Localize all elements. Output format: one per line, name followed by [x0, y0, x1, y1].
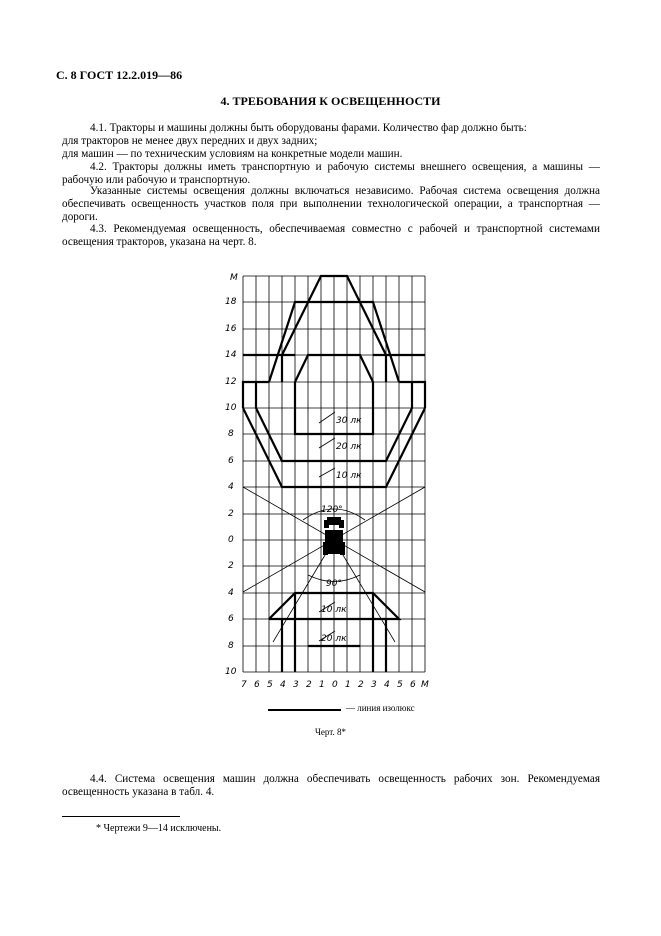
illumination-diagram — [215, 262, 445, 694]
x-tick: 6 — [254, 680, 260, 690]
isolux-label-30: 30 лк — [336, 416, 362, 426]
y-tick: 10 — [225, 667, 237, 677]
front-angle-label: 120° — [321, 505, 343, 515]
section-title: 4. ТРЕБОВАНИЯ К ОСВЕЩЕННОСТИ — [220, 94, 441, 108]
y-tick: 8 — [228, 429, 234, 439]
y-tick: 6 — [228, 456, 234, 466]
x-tick: 3 — [293, 680, 299, 690]
footnote: * Чертежи 9—14 исключены. — [96, 823, 222, 834]
paragraph-4-2: 4.2. Тракторы должны иметь транспортную и рабочую системы внешнего освещения, а машины — рабочую или рабочую и транспортную. — [62, 161, 600, 186]
isolux-label-rear-20: 20 лк — [321, 634, 347, 644]
x-tick: 0 — [332, 680, 338, 690]
y-axis-unit: М — [230, 273, 238, 283]
x-tick: 1 — [345, 680, 351, 690]
x-tick: 4 — [384, 680, 390, 690]
y-tick: 2 — [228, 509, 234, 519]
y-tick: 16 — [225, 324, 237, 334]
isolux-label-20: 20 лк — [336, 442, 362, 452]
paragraph-4-1: 4.1. Тракторы и машины должны быть оборудованы фарами. Количество фар должно быть: — [90, 122, 527, 134]
x-tick: 6 — [410, 680, 416, 690]
tractor-icon — [323, 517, 345, 555]
paragraph-4-2-systems: Указанные системы освещения должны включаться независимо. Рабочая система освещения должна обеспечивать освещенность участков поля при выполнении технологической операции, а транспортная — дороги. — [62, 185, 600, 223]
x-tick: 5 — [397, 680, 403, 690]
paragraph-4-3: 4.3. Рекомендуемая освещенность, обеспечиваемая совместно с рабочей и транспортной системами освещения тракторов, указана на черт. 8. — [62, 223, 600, 248]
footnote-rule — [62, 816, 180, 817]
x-tick: 3 — [371, 680, 377, 690]
y-tick: 10 — [225, 403, 237, 413]
y-tick: 0 — [228, 535, 234, 545]
y-tick: 12 — [225, 377, 237, 387]
paragraph-4-4: 4.4. Система освещения машин должна обеспечивать освещенность рабочих зон. Рекомендуемая освещенность указана в табл. 4. — [62, 773, 600, 798]
page-header: С. 8 ГОСТ 12.2.019—86 — [56, 68, 183, 82]
y-tick: 2 — [228, 561, 234, 571]
isolux-label-10: 10 лк — [336, 471, 362, 481]
y-tick: 6 — [228, 614, 234, 624]
rear-angle-label: 90° — [326, 579, 342, 589]
y-tick: 8 — [228, 641, 234, 651]
x-tick: 2 — [306, 680, 312, 690]
legend-text: — линия изолюкс — [346, 703, 415, 713]
legend-line-sample — [268, 709, 341, 711]
x-tick: 5 — [267, 680, 273, 690]
x-axis-unit: М — [421, 680, 429, 690]
paragraph-4-1-tractors: для тракторов не менее двух передних и двух задних; — [62, 135, 318, 147]
figure-caption: Черт. 8* — [315, 727, 346, 737]
y-tick: 4 — [228, 482, 234, 492]
y-tick: 4 — [228, 588, 234, 598]
x-tick: 4 — [280, 680, 286, 690]
isolux-label-rear-10: 10 лк — [321, 605, 347, 615]
paragraph-4-1-machines: для машин — по техническим условиям на конкретные модели машин. — [62, 148, 403, 160]
x-tick: 7 — [241, 680, 247, 690]
x-tick: 2 — [358, 680, 364, 690]
y-tick: 14 — [225, 350, 237, 360]
x-tick: 1 — [319, 680, 325, 690]
y-tick: 18 — [225, 297, 237, 307]
